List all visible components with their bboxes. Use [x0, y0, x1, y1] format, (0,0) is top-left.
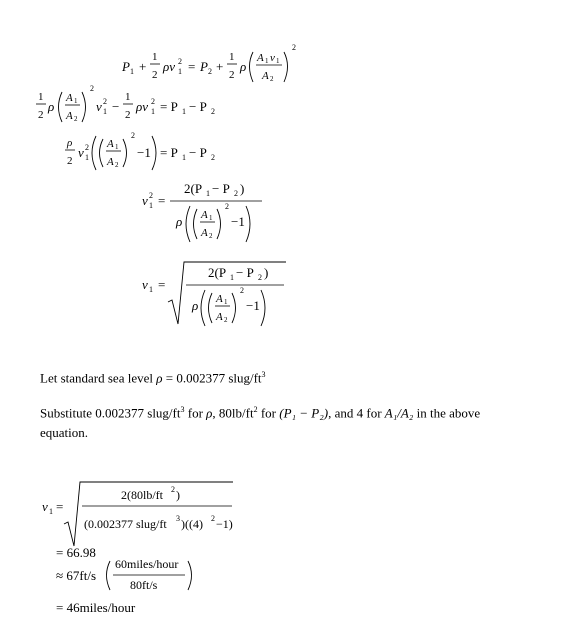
svg-text:2: 2: [208, 67, 212, 76]
svg-text:− P: − P: [189, 145, 207, 160]
area-ratio: A₁/A₂: [384, 405, 414, 421]
svg-text:1: 1: [115, 143, 119, 151]
svg-text:2: 2: [151, 97, 155, 106]
svg-text:)((4): )((4): [181, 517, 203, 531]
svg-text:ρ: ρ: [48, 99, 55, 114]
svg-text:): ): [240, 181, 245, 196]
result-numeric: = 66.98: [56, 545, 96, 560]
svg-text:−: −: [112, 99, 120, 114]
assumption-value: = 0.002377 slug/ft: [165, 370, 262, 386]
svg-text:v: v: [270, 52, 275, 64]
svg-text:+: +: [216, 59, 224, 74]
assumption-line: [40, 370, 266, 386]
svg-text:1: 1: [182, 107, 186, 116]
equation-bernoulli: [121, 43, 296, 83]
svg-text:1: 1: [74, 97, 78, 105]
assumption-prefix: Let standard sea level: [40, 370, 153, 386]
svg-text:2: 2: [115, 161, 119, 169]
svg-text:2: 2: [211, 514, 215, 523]
svg-text:= P: = P: [160, 99, 178, 114]
equation-step2: [36, 84, 215, 123]
svg-text:3: 3: [176, 514, 180, 523]
pressure-difference: (P₁ − P₂): [279, 405, 329, 421]
svg-text:1: 1: [230, 273, 234, 282]
svg-text:ρv: ρv: [163, 59, 176, 74]
assumption-exponent: 3: [261, 370, 266, 379]
svg-text:2: 2: [125, 109, 131, 121]
svg-text:): ): [264, 265, 269, 280]
svg-text:=: =: [158, 193, 166, 208]
svg-text:v: v: [142, 277, 148, 292]
svg-text:2: 2: [38, 109, 44, 121]
svg-text:2: 2: [225, 202, 229, 211]
svg-text:2: 2: [67, 155, 73, 167]
svg-text:P: P: [200, 59, 208, 74]
svg-text:2: 2: [131, 131, 135, 140]
svg-text:2: 2: [270, 75, 274, 83]
substitute-density: Substitute 0.002377 slug/ft: [40, 405, 181, 421]
svg-text:v: v: [78, 145, 84, 160]
svg-text:+: +: [139, 59, 147, 74]
svg-text:1: 1: [178, 67, 182, 76]
svg-text:1: 1: [38, 91, 44, 103]
svg-text:2: 2: [211, 107, 215, 116]
svg-text:2(P: 2(P: [208, 265, 227, 280]
svg-text:ρ: ρ: [176, 214, 183, 229]
svg-text:− P: − P: [236, 265, 254, 280]
svg-text:=: =: [158, 277, 166, 292]
svg-text:ρ: ρ: [240, 59, 247, 74]
svg-text:2: 2: [171, 485, 175, 494]
svg-text:P: P: [122, 59, 130, 74]
svg-text:A: A: [257, 52, 264, 64]
svg-text:(0.002377 slug/ft: (0.002377 slug/ft: [84, 517, 167, 531]
svg-text:1: 1: [152, 51, 158, 63]
equation-v1: [142, 262, 286, 326]
svg-text:2(P: 2(P: [184, 181, 203, 196]
svg-text:=: =: [188, 59, 196, 74]
svg-text:1: 1: [85, 153, 89, 162]
svg-text:1: 1: [103, 107, 107, 116]
substitution-line-1: Substitute 0.002377 slug/$ft^3$ for ρ, $80lb/ft^2$ for (P₁ − P₂), and 4 for A₁/A₂ in the above: [40, 405, 481, 421]
svg-text:2: 2: [149, 191, 153, 200]
svg-text:−1: −1: [246, 298, 260, 313]
svg-text:−1: −1: [137, 145, 151, 160]
svg-text:2: 2: [224, 316, 228, 324]
result-final: = 46miles/hour: [56, 600, 136, 615]
svg-text:A: A: [262, 70, 269, 82]
svg-text:ρ: ρ: [67, 137, 73, 149]
equation-v1-squared: [142, 181, 262, 242]
svg-text:2: 2: [234, 189, 238, 198]
svg-text:−1: −1: [231, 214, 245, 229]
svg-text:2: 2: [152, 69, 158, 81]
svg-text:2: 2: [90, 84, 94, 93]
svg-text:= P: = P: [160, 145, 178, 160]
svg-text:− P: − P: [189, 99, 207, 114]
svg-text:1: 1: [130, 67, 134, 76]
svg-text:1: 1: [229, 51, 235, 63]
svg-text:1: 1: [276, 57, 280, 65]
svg-text:1: 1: [125, 91, 131, 103]
svg-text:2(80lb/ft: 2(80lb/ft: [121, 488, 163, 502]
substitution-line-2: equation.: [40, 425, 89, 440]
svg-text:A: A: [216, 293, 223, 305]
svg-text:2: 2: [178, 57, 182, 66]
svg-text:1: 1: [265, 57, 269, 65]
svg-text:v: v: [142, 193, 148, 208]
svg-text:A: A: [66, 110, 73, 122]
svg-text:−1): −1): [216, 517, 233, 531]
svg-text:1: 1: [49, 507, 53, 516]
svg-text:1: 1: [209, 214, 213, 222]
svg-text:ρv: ρv: [136, 99, 149, 114]
svg-text:2: 2: [258, 273, 262, 282]
svg-text:A: A: [66, 92, 73, 104]
svg-text:2: 2: [85, 143, 89, 152]
svg-text:− P: − P: [212, 181, 230, 196]
result-approx: ≈ 67ft/s: [56, 568, 96, 583]
svg-text:1: 1: [149, 201, 153, 210]
svg-text:): ): [176, 488, 180, 502]
svg-text:ρ: ρ: [192, 298, 199, 313]
svg-text:2: 2: [229, 69, 235, 81]
equation-step3: [65, 131, 215, 170]
svg-text:v: v: [42, 499, 48, 514]
svg-text:2: 2: [209, 232, 213, 240]
svg-text:=: =: [56, 499, 64, 514]
svg-text:A: A: [201, 227, 208, 239]
svg-text:2: 2: [240, 286, 244, 295]
svg-text:1: 1: [206, 189, 210, 198]
svg-text:A: A: [107, 138, 114, 150]
svg-text:1: 1: [182, 153, 186, 162]
svg-text:2: 2: [292, 43, 296, 52]
svg-text:2: 2: [103, 97, 107, 106]
svg-text:2: 2: [74, 115, 78, 123]
svg-text:A: A: [107, 156, 114, 168]
equation-numeric-substitution: [42, 482, 233, 546]
conversion-numerator: 60miles/hour: [115, 557, 179, 571]
rho-symbol: ρ: [156, 370, 163, 386]
svg-text:v: v: [96, 99, 102, 114]
svg-text:A: A: [201, 209, 208, 221]
svg-text:1: 1: [151, 107, 155, 116]
svg-text:2: 2: [211, 153, 215, 162]
svg-text:1: 1: [149, 285, 153, 294]
conversion-denominator: 80ft/s: [130, 578, 158, 592]
svg-text:A: A: [216, 311, 223, 323]
svg-text:1: 1: [224, 298, 228, 306]
